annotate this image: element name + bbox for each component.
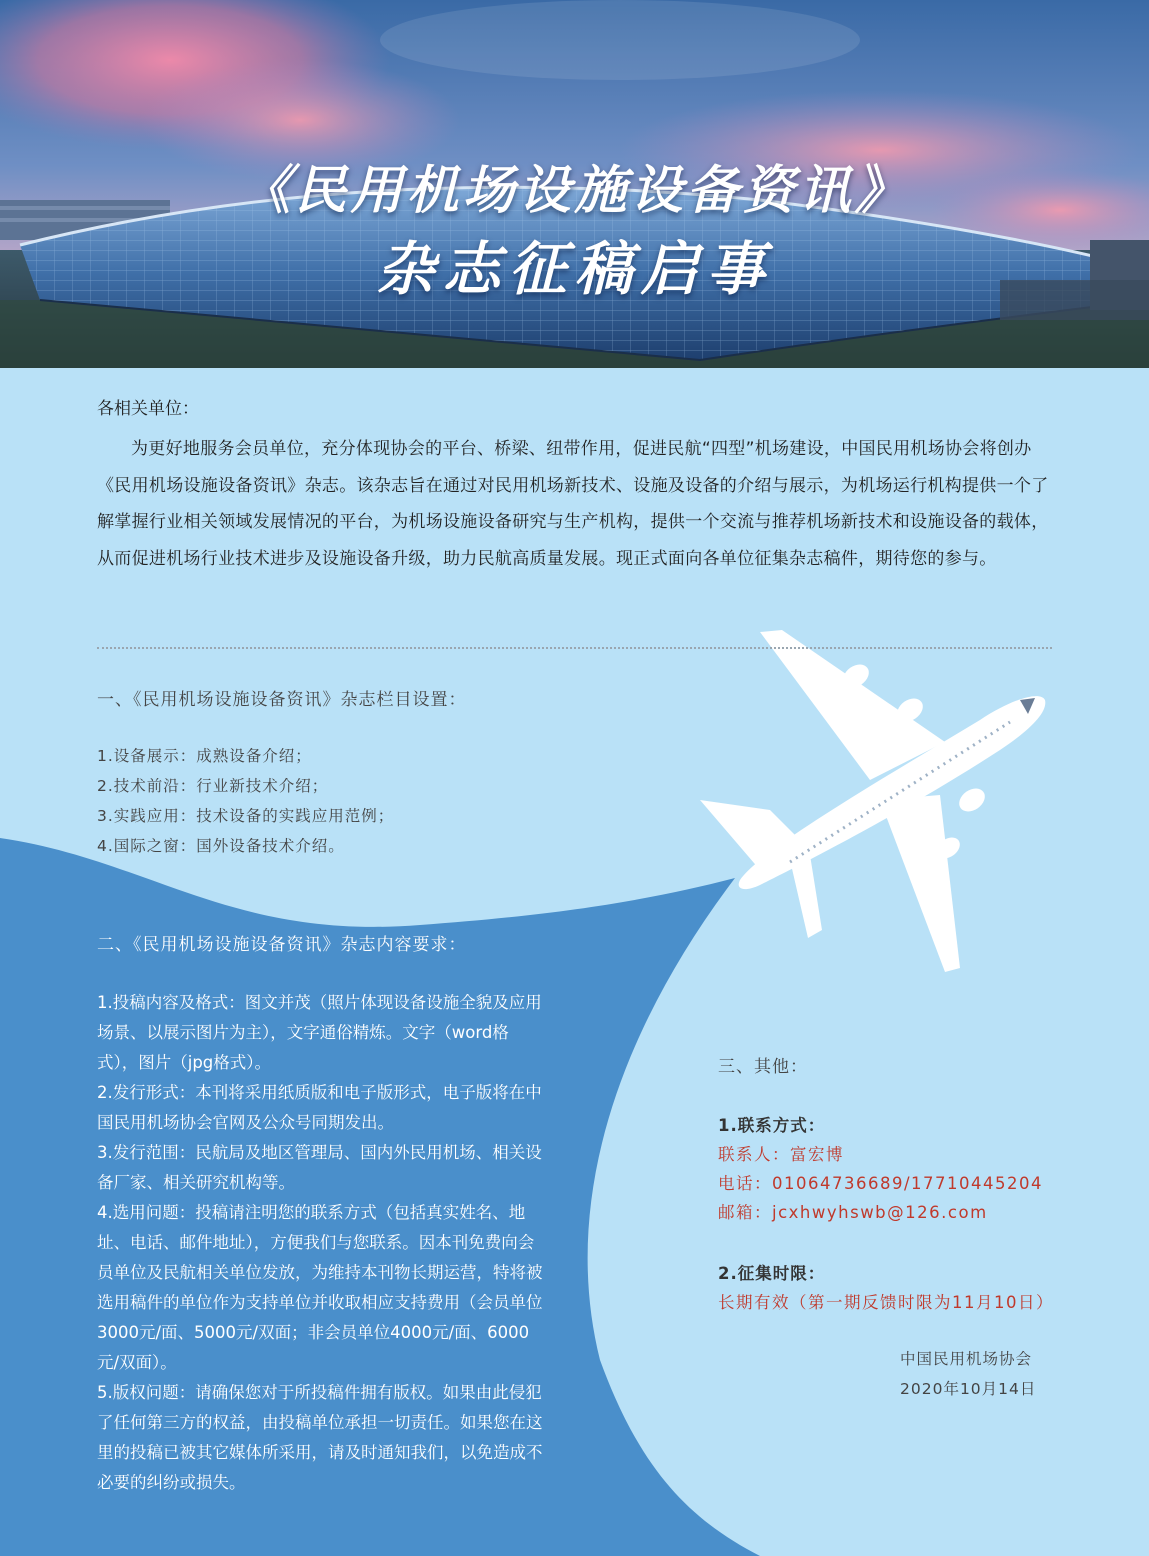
section3-heading: 三、其他： xyxy=(718,1057,808,1077)
dotted-divider xyxy=(97,647,1052,649)
section2-body xyxy=(97,988,547,1498)
section1-item: 4.国际之窗：国外设备技术介绍。 xyxy=(97,837,345,855)
title-line-1: 《民用机场设施设备资讯》 xyxy=(238,161,911,221)
section2-item: 1.投稿内容及格式：图文并茂（照片体现设备设施全貌及应用场景、以展示图片为主），文字通俗精炼。文字（word格式），图片（jpg格式）。 xyxy=(97,993,542,1072)
section2-item: 5.版权问题：请确保您对于所投稿件拥有版权。如果由此侵犯了任何第三方的权益，由投稿单位承担一切责任。如果您在这里的投稿已被其它媒体所采用，请及时通知我们，以免造成不必要的纠纷或损失。 xyxy=(97,1383,543,1492)
intro-paragraph: 为更好地服务会员单位，充分体现协会的平台、桥梁、纽带作用，促进民航“四型”机场建设，中国民用机场协会将创办《民用机场设施设备资讯》杂志。该杂志旨在通过对民用机场新技术、设施及设备的介绍与展示，为机场运行机构提供一个了解掌握行业相关领域发展情况的平台，为机场设施设备研究与生产机构，提供一个交流与推荐机场新技术和设施设备的载体，从而促进机场行业技术进步及设施设备升级，助力民航高质量发展。现正式面向各单位征集杂志稿件，期待您的参与。 xyxy=(97,439,1049,569)
title-line-2: 杂志征稿启事 xyxy=(376,235,773,303)
section1-item: 3.实践应用：技术设备的实践应用范例； xyxy=(97,807,395,825)
section1-heading: 一、《民用机场设施设备资讯》杂志栏目设置： xyxy=(97,690,467,710)
salutation: 各相关单位： xyxy=(97,399,199,419)
contact-person: 联系人：富宏博 xyxy=(718,1145,844,1164)
deadline-text: 长期有效（第一期反馈时限为11月10日） xyxy=(718,1293,1054,1312)
contact-phone: 电话：01064736689/17710445204 xyxy=(718,1174,1044,1193)
signature-org: 中国民用机场协会 xyxy=(900,1350,1033,1368)
signature-date: 2020年10月14日 xyxy=(900,1380,1037,1398)
contact-email: 邮箱：jcxhwyhswb@126.com xyxy=(718,1203,988,1222)
section1-item: 2.技术前沿：行业新技术介绍； xyxy=(97,777,329,795)
airplane-icon xyxy=(700,630,1045,972)
deadline-title: 2.征集时限： xyxy=(718,1264,826,1283)
section2-heading: 二、《民用机场设施设备资讯》杂志内容要求： xyxy=(97,935,467,955)
contact-title: 1.联系方式： xyxy=(718,1116,826,1135)
section2-item: 4.选用问题：投稿请注明您的联系方式（包括真实姓名、地址、电话、邮件地址），方便我们与您联系。因本刊免费向会员单位及民航相关单位发放，为维持本刊物长期运营，特将被选用稿件的单位作为支持单位并收取相应支持费用（会员单位3000元/面、5000元/双面；非会员单位4000元/面、6000元/双面）。 xyxy=(97,1203,543,1372)
section2-item: 3.发行范围：民航局及地区管理局、国内外民用机场、相关设备厂家、相关研究机构等。 xyxy=(97,1143,542,1192)
section2-item: 2.发行形式：本刊将采用纸质版和电子版形式，电子版将在中国民用机场协会官网及公众号同期发出。 xyxy=(97,1083,542,1132)
section1-item: 1.设备展示：成熟设备介绍； xyxy=(97,747,312,765)
